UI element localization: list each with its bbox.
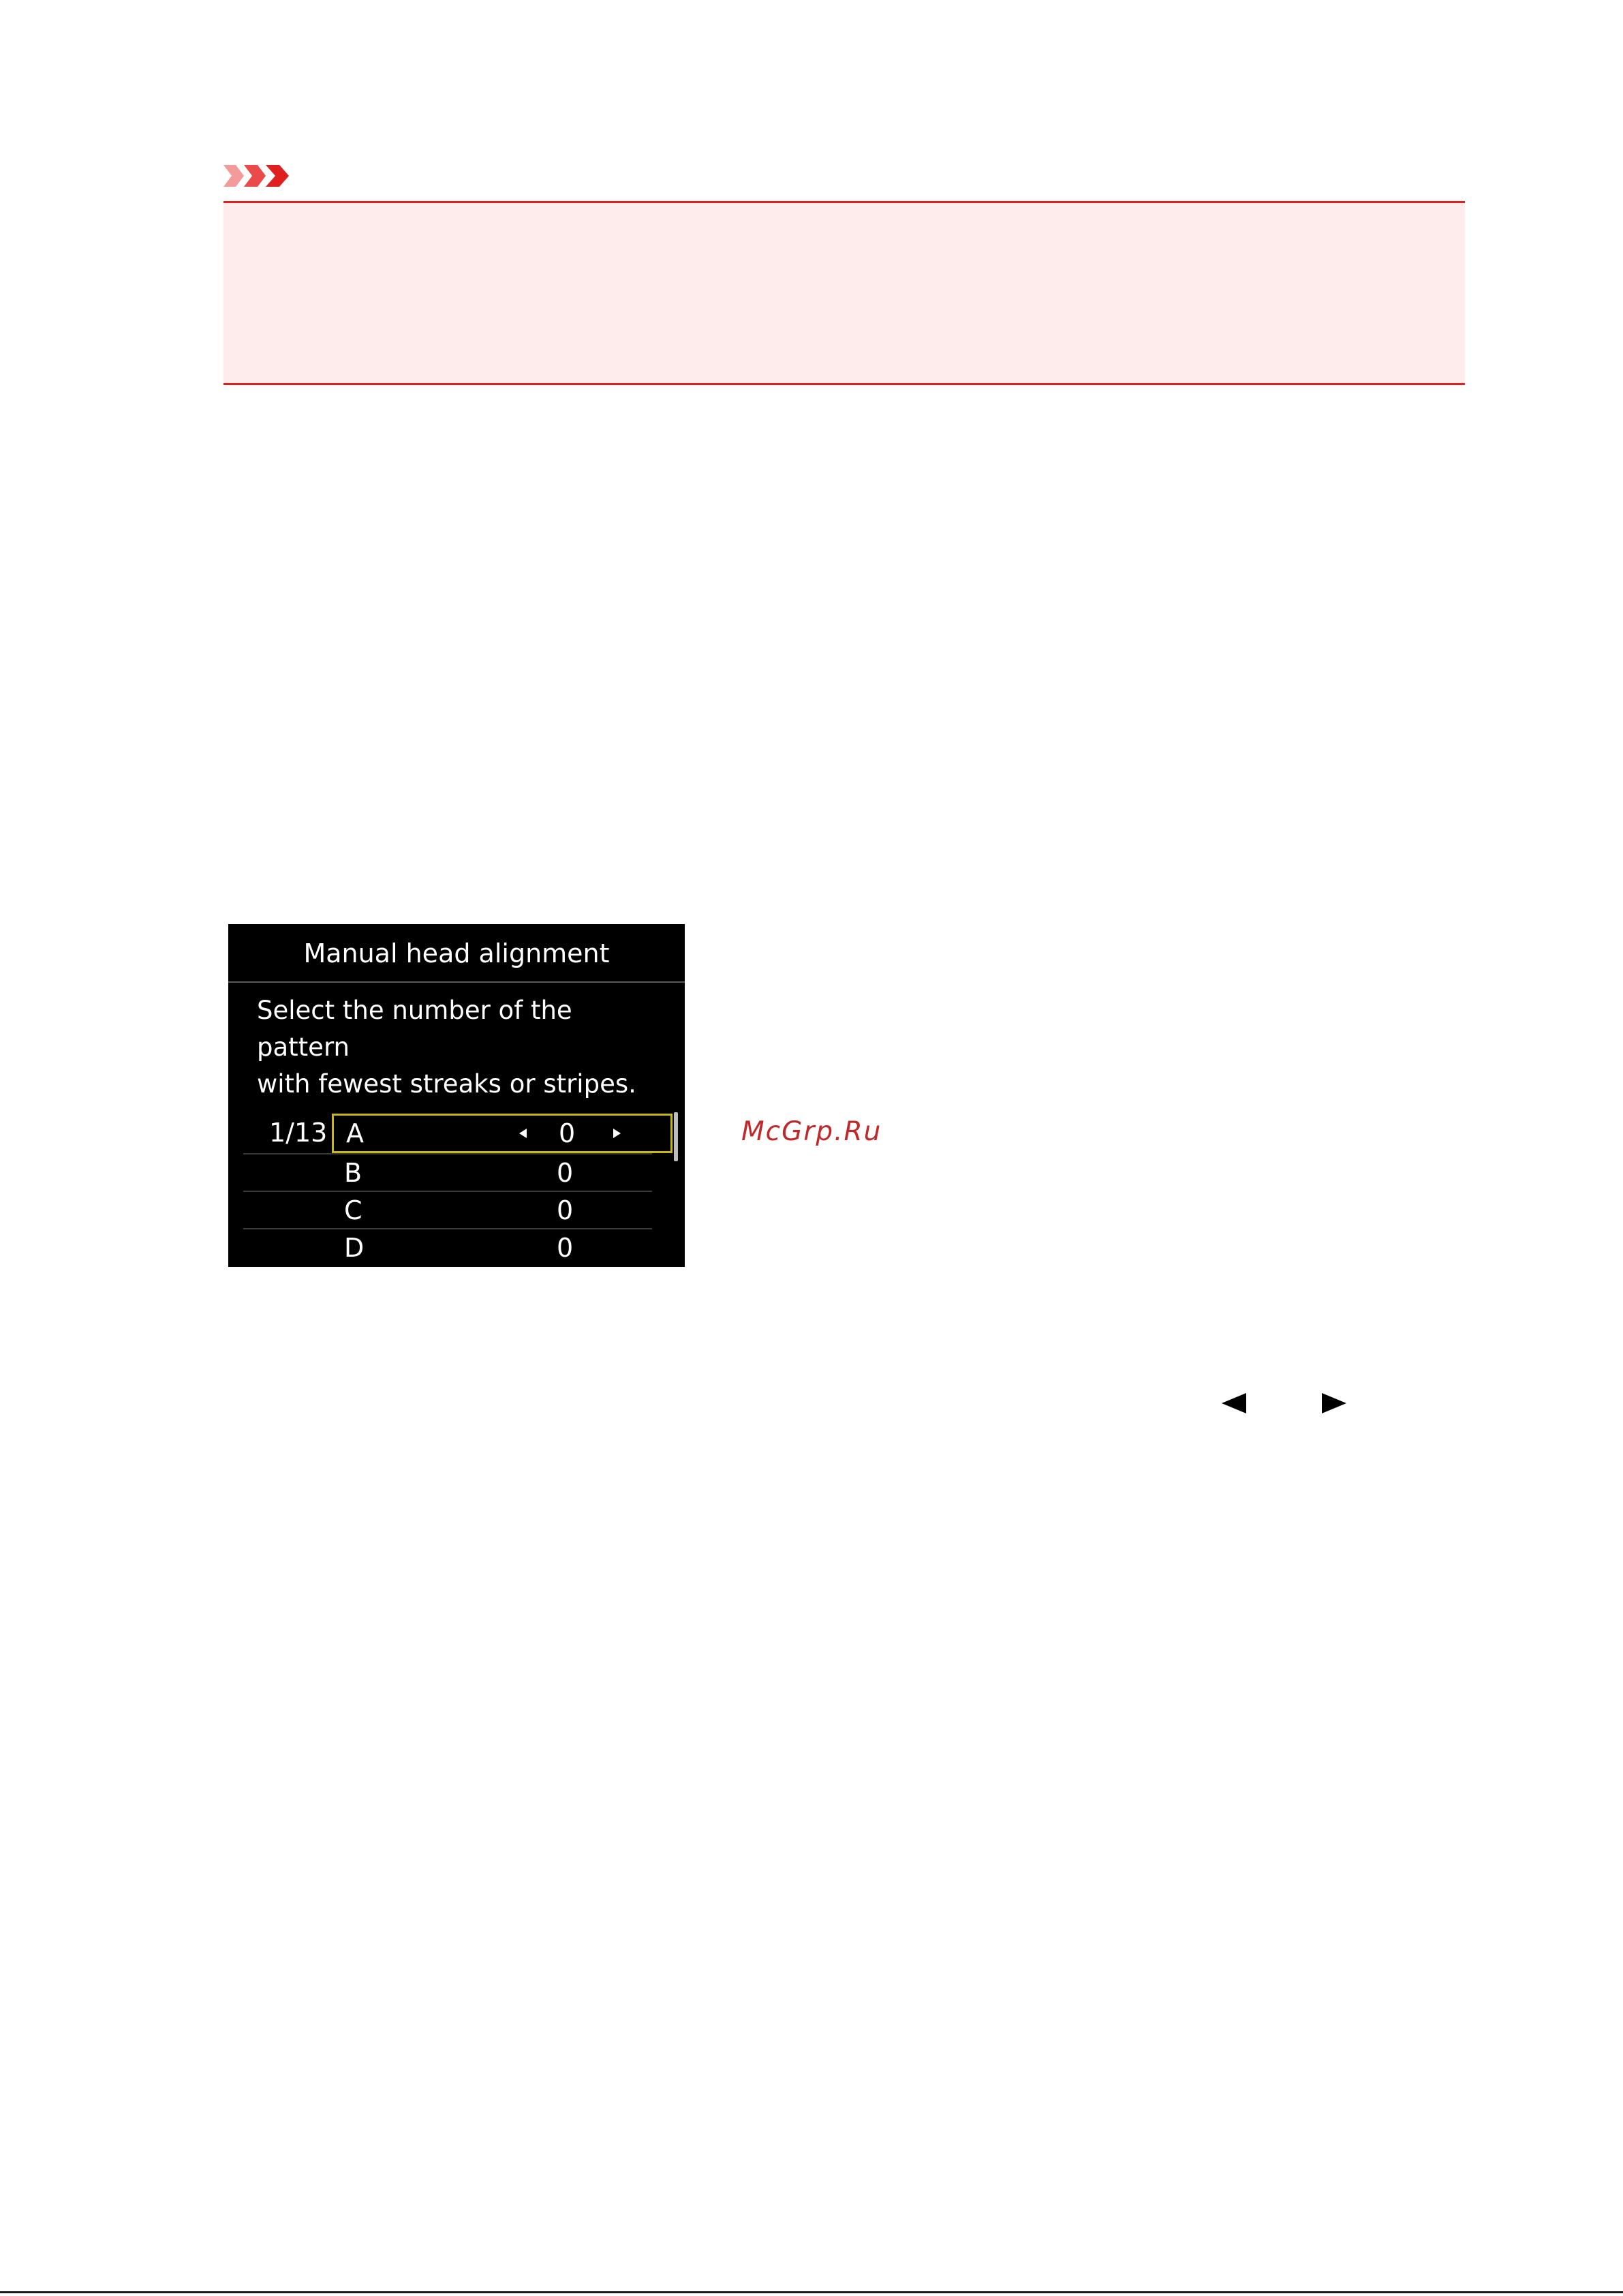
pattern-row-d[interactable]	[332, 1229, 652, 1266]
important-note-box	[223, 201, 1465, 385]
lcd-message	[257, 992, 673, 1103]
page-indicator: 1/13	[269, 1118, 328, 1148]
footer-rule	[0, 2291, 1623, 2293]
lcd-message-line-1: Select the number of the pattern	[257, 996, 572, 1062]
lcd-title: Manual head alignment	[228, 924, 685, 983]
row-label: C	[344, 1195, 362, 1225]
pattern-row-c[interactable]	[332, 1192, 652, 1229]
left-arrow-icon	[1222, 1393, 1246, 1413]
increase-arrow-icon[interactable]	[613, 1129, 621, 1138]
row-value: 0	[557, 1233, 574, 1263]
pattern-row-b[interactable]	[332, 1154, 652, 1191]
scrollbar[interactable]	[674, 1112, 678, 1161]
important-chevrons-icon	[223, 162, 292, 189]
decrease-arrow-icon[interactable]	[519, 1129, 527, 1138]
right-arrow-icon	[1322, 1393, 1346, 1413]
lcd-screen	[228, 924, 685, 1267]
row-value: 0	[557, 1158, 574, 1188]
pattern-row-a[interactable]	[332, 1114, 673, 1153]
watermark: McGrp.Ru	[741, 1116, 882, 1147]
row-label: D	[344, 1233, 365, 1263]
row-label: A	[346, 1118, 364, 1148]
row-label: B	[344, 1158, 362, 1188]
row-value: 0	[559, 1118, 576, 1148]
lcd-message-line-2: with fewest streaks or stripes.	[257, 1069, 636, 1099]
row-value: 0	[557, 1195, 574, 1225]
